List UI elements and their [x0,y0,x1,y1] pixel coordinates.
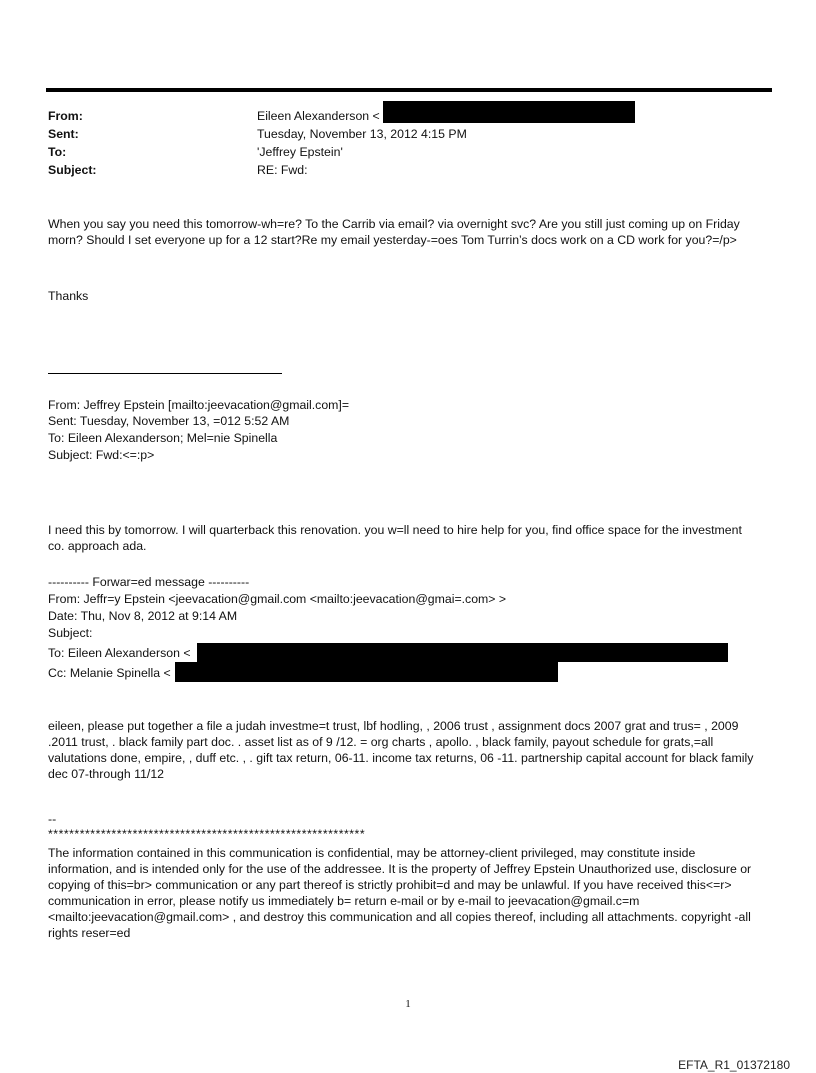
disclaimer-text: The information contained in this communication is confidential, may be attorney-client privileged, may constitute inside information, and is intended only for the use of the addressee. It is the property of Jeffrey Epstein Unauthorized use, disclosure or copying of this=br> communication or any part thereof is strictly prohibit=d and may be unlawful. If you have received this<=r> communication in error, please notify us immediately b= return e-mail or by e-mail to jeevacation@gmail.c=m <mailto:jeevacation@gmail.com> , and destroy this communication and all copies thereof, including all attachments. copyright -all rights reser=ed [48,846,752,940]
quoted-sent: Sent: Tuesday, November 13, =012 5:52 AM [48,414,290,428]
page-number: 1 [405,998,411,1010]
redaction-bar [197,643,728,662]
from-label: From: [48,109,83,123]
quoted-from: From: Jeffrey Epstein [mailto:jeevacation@gmail.com]= [48,398,350,412]
header-rule [46,88,772,92]
quoted-message: I need this by tomorrow. I will quarterback this renovation. you w=ll need to hire help for you, find office space for the investment co. approach ada. [48,523,742,553]
quoted-subject: Subject: Fwd:<=:p> [48,448,155,462]
sent-value: Tuesday, November 13, 2012 4:15 PM [257,127,467,141]
bates-number: EFTA_R1_01372180 [678,1058,790,1072]
forwarded-subject: Subject: [48,626,93,640]
signature-dashes: -- [48,812,57,826]
subject-value: RE: Fwd: [257,163,308,177]
quote-separator [48,373,282,374]
from-value: Eileen Alexanderson < [257,109,380,123]
quoted-to: To: Eileen Alexanderson; Mel=nie Spinella [48,431,278,445]
body-thanks: Thanks [48,289,89,303]
forwarded-message: eileen, please put together a file a judah investme=t trust, lbf hodling, , 2006 trust , assignment docs 2007 grat and trus= , 2009 .2011 trust, . black family part doc. . asset list as of 9 /12. = org charts , apollo. , black family, payout schedule for grats,=all valutations done, empire, , duff etc. , . gift tax return, 06-11. income tax returns, 06 -11. partnership capital account for black family dec 07-through 11/12 [48,719,754,781]
to-value: 'Jeffrey Epstein' [257,145,343,159]
asterisk-line: ************************************************************ [48,827,366,841]
body-paragraph: When you say you need this tomorrow-wh=re? To the Carrib via email? via overnight svc? Are you still just coming up on Friday morn? Should I set everyone up for a 12 start?Re my email yesterday-=oes Tom Turrin’s docs work on a CD work for you?=/p> [48,217,740,247]
forwarded-to: To: Eileen Alexanderson < [48,646,191,660]
forwarded-cc: Cc: Melanie Spinella < [48,666,171,680]
to-label: To: [48,145,67,159]
sent-label: Sent: [48,127,79,141]
redaction-bar [175,662,558,682]
redaction-bar [383,101,635,123]
forwarded-divider: ---------- Forwar=ed message ---------- [48,575,250,589]
subject-label: Subject: [48,163,97,177]
forwarded-from: From: Jeffr=y Epstein <jeevacation@gmail.com <mailto:jeevacation@gmai=.com> > [48,592,507,606]
forwarded-date: Date: Thu, Nov 8, 2012 at 9:14 AM [48,609,238,623]
